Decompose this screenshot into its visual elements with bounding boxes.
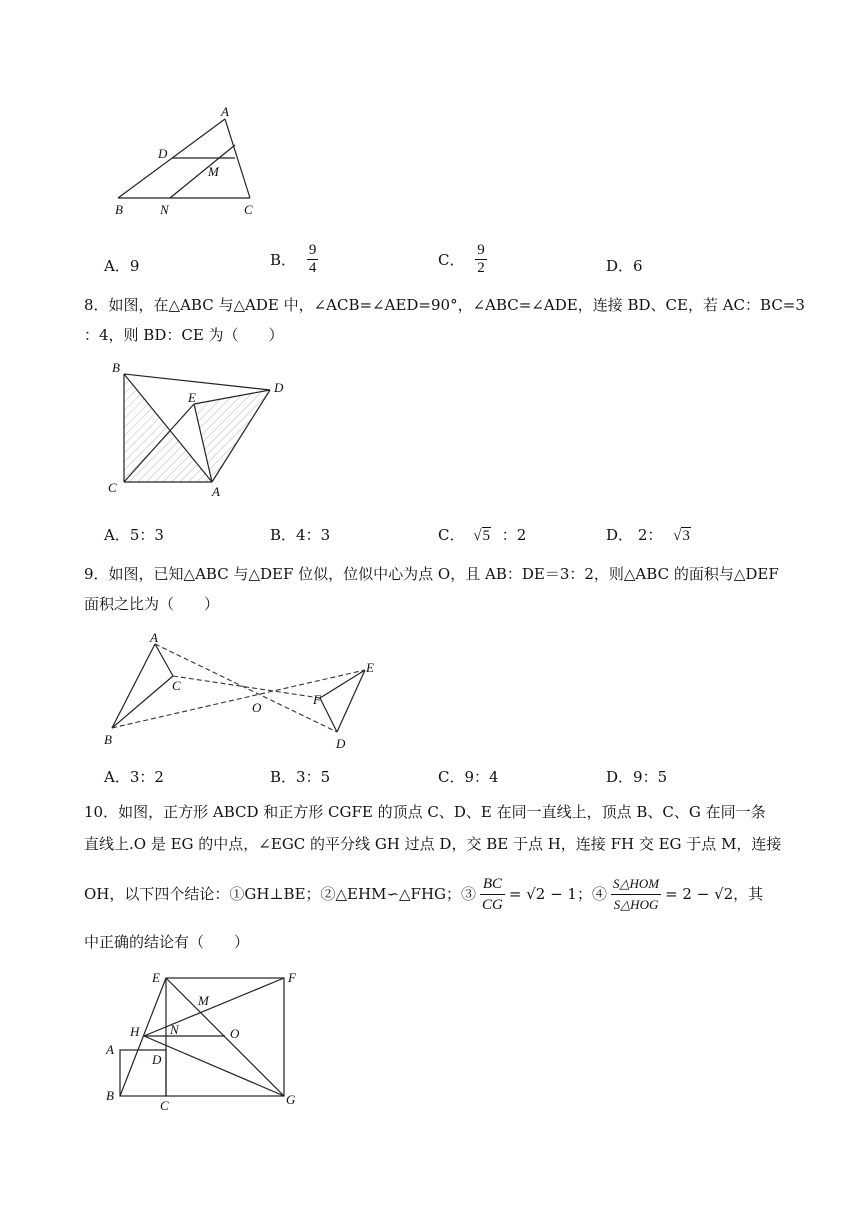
q8-option-a[interactable] [104,524,164,545]
q10-line3-start: OH，以下四个结论：①GH⊥BE；②△EHM∽△FHG；③ [84,885,477,903]
option-head: 2： [637,526,663,544]
q10-eq4: = 2 − √2，其 [665,885,764,903]
option-label: C． [438,526,465,544]
q7-label-m: M [208,164,219,179]
q10-label-c: C [160,1098,169,1113]
q9-option-c[interactable] [438,766,499,787]
q8-label-e: E [188,390,196,405]
option-value: 9 [129,257,140,275]
q10-label-a: A [106,1042,114,1057]
option-label: C． [438,768,465,786]
q7-option-b[interactable] [270,242,318,277]
q8-figure [100,358,300,503]
q10-label-h: H [130,1024,140,1039]
option-label: D． [606,257,634,275]
option-label: A． [104,768,130,786]
q9-label-c: C [172,678,181,693]
q10-stem-line3 [84,872,763,916]
option-fraction: $\frac{9}{2}$ [477,242,485,276]
option-tail: ：2 [501,526,527,544]
q8-label-b: B [112,360,120,375]
q10-fraction-3: $\frac{BC}{CG}$ [482,875,503,913]
q7-label-d: D [158,146,168,161]
option-value: 9：4 [464,768,499,786]
q10-label-o: O [230,1026,240,1041]
q10-label-e: E [152,970,160,985]
q9-option-b[interactable] [270,766,330,787]
q10-fraction-4: $\frac{\text{S△HOM}}{\text{S△HOG}}$ [611,874,661,915]
q8-label-d: D [274,380,284,395]
q8-option-c[interactable] [438,524,526,545]
q10-stem-line1: 10．如图，正方形 ABCD 和正方形 CGFE 的顶点 C、D、E 在同一直线上，顶点 B、C、G 在同一条 [84,803,766,821]
q10-label-g: G [286,1092,296,1107]
q8-stem-line2: ：4，则 BD：CE 为（ ） [84,326,284,344]
option-value: 4：3 [296,526,331,544]
q7-option-a[interactable] [104,255,139,276]
q9-label-o: O [252,700,262,715]
q10-stem-line4: 中正确的结论有（ ） [84,933,250,951]
option-fraction: $\frac{9}{4}$ [308,242,317,276]
q7-label-n: N [160,202,169,217]
option-label: C． [438,251,465,269]
q7-label-b: B [115,202,123,217]
q8-label-c: C [108,480,117,495]
q10-label-n: N [170,1022,179,1037]
q10-stem-line2: 直线上.O 是 EG 的中点，∠EGC 的平分线 GH 过点 D，交 BE 于点 H，连接 FH 交 EG 于点 M，连接 [84,835,782,853]
q10-label-d: D [152,1052,162,1067]
q9-label-e: E [366,660,374,675]
option-value: 6 [633,257,643,275]
option-value: 5：3 [129,526,164,544]
q9-label-b: B [104,732,112,747]
q10-figure [100,966,310,1116]
q7-option-c[interactable] [438,242,487,277]
q9-stem-line1: 9．如图，已知△ABC 与△DEF 位似，位似中心为点 O，且 AB：DE＝3：2，则△ABC 的面积与△DEF [84,565,779,583]
q9-label-a: A [150,630,158,645]
q9-option-a[interactable] [104,766,164,787]
q7-label-c: C [244,202,253,217]
q8-stem-line1: 8．如图，在△ABC 与△ADE 中，∠ACB=∠AED=90°，∠ABC=∠ADE，连接 BD、CE，若 AC：BC=3 [84,296,805,314]
q7-option-d[interactable] [606,255,643,276]
q9-option-d[interactable] [606,766,667,787]
q7-label-a: A [221,104,229,119]
sqrt-expression: √3 [673,528,690,544]
option-value: 3：2 [129,768,164,786]
option-label: A． [104,257,130,275]
q9-stem-line2: 面积之比为（ ） [84,595,220,613]
sqrt-expression: √5 [473,528,490,544]
option-label: A． [104,526,130,544]
option-label: B． [270,526,297,544]
q7-figure [110,100,270,220]
q10-eq3: = √2 − 1；④ [508,885,607,903]
option-value: 3：5 [296,768,331,786]
q9-label-f: F [313,692,321,707]
option-value: 9：5 [633,768,668,786]
option-label: D． [606,526,634,544]
option-label: B． [270,251,297,269]
q8-option-d[interactable] [606,524,691,545]
q10-label-m: M [198,993,209,1008]
q8-label-a: A [212,484,220,499]
q9-figure [100,628,390,753]
option-label: D． [606,768,634,786]
q8-option-b[interactable] [270,524,330,545]
option-label: B． [270,768,297,786]
q10-label-f: F [288,970,296,985]
q10-label-b: B [106,1088,114,1103]
q9-label-d: D [336,736,346,751]
